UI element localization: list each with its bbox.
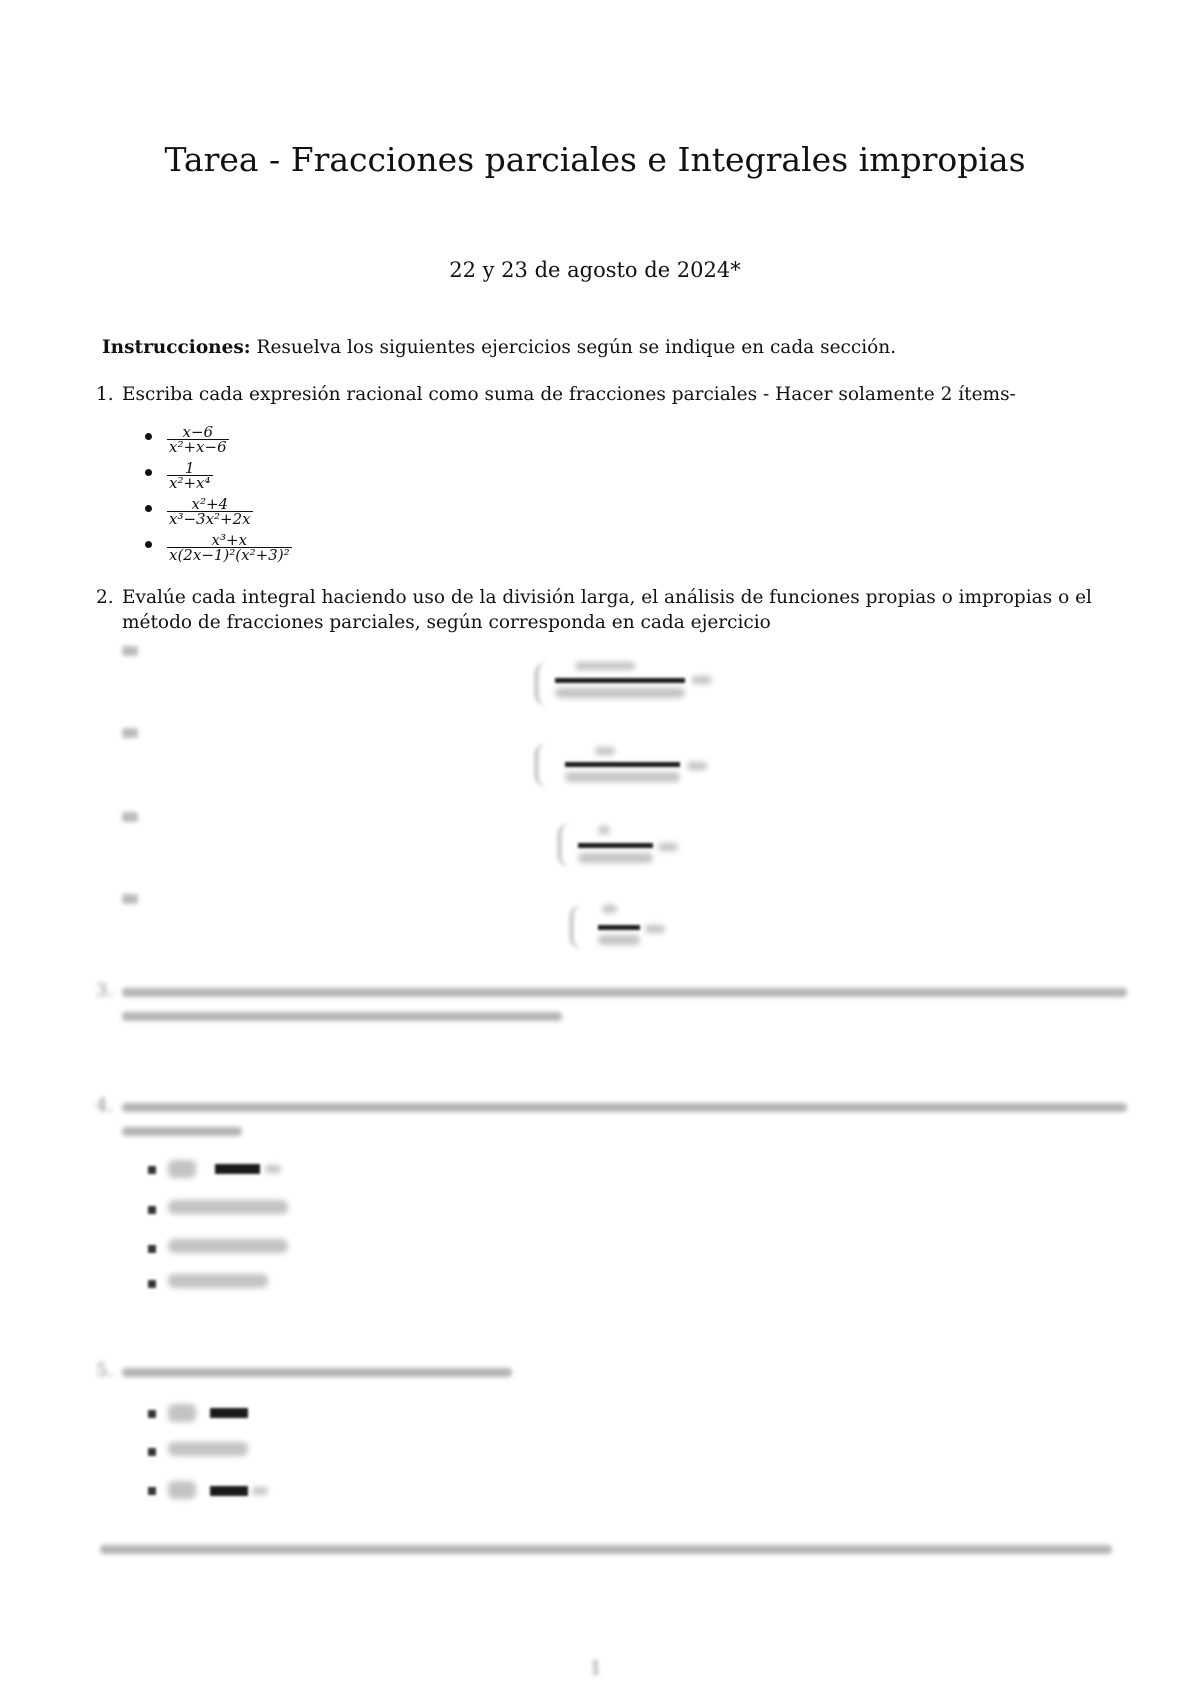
- instructions: [102, 337, 896, 358]
- fraction: [167, 461, 213, 490]
- question-number: 2.: [96, 587, 114, 608]
- fraction-numerator: 1: [184, 459, 195, 477]
- fraction-denominator: x(2x−1)²(x²+3)²: [169, 546, 290, 564]
- question-number: 4.: [96, 1095, 114, 1116]
- fraction-numerator: x−6: [182, 423, 214, 441]
- question-1: [96, 382, 1126, 407]
- document-date: 22 y 23 de agosto de 2024*: [449, 258, 741, 282]
- footnote: [100, 1545, 1112, 1554]
- instructions-label: Instrucciones:: [102, 337, 251, 358]
- question-number: 5.: [96, 1360, 114, 1381]
- bullet-icon: [145, 541, 152, 548]
- question-number: 3.: [96, 980, 114, 1001]
- question-text: Evalúe cada integral haciendo uso de la división larga, el análisis de funciones propias o impropias o el método de fracciones parciales, según corresponda en cada ejercicio: [122, 587, 1092, 633]
- fraction-numerator: x²+4: [191, 495, 229, 513]
- fraction-denominator: x³−3x²+2x: [169, 510, 251, 528]
- fraction-numerator: x³+x: [211, 531, 248, 549]
- question-2: [96, 585, 1126, 635]
- page-number: 1: [590, 1658, 602, 1679]
- question-text: Escriba cada expresión racional como suma de fracciones parciales - Hacer solamente 2 ítems-: [122, 384, 1016, 405]
- fraction: [167, 497, 253, 526]
- fraction-denominator: x²+x⁴: [169, 474, 211, 492]
- fraction-denominator: x²+x−6: [169, 438, 227, 456]
- fraction: [167, 533, 292, 562]
- bullet-icon: [145, 469, 152, 476]
- question-number: 1.: [96, 384, 114, 405]
- page-title: Tarea - Fracciones parciales e Integrales impropias: [164, 140, 1026, 179]
- bullet-icon: [145, 505, 152, 512]
- instructions-text: Resuelva los siguientes ejercicios según se indique en cada sección.: [256, 337, 897, 358]
- fraction: [167, 425, 229, 454]
- bullet-icon: [145, 433, 152, 440]
